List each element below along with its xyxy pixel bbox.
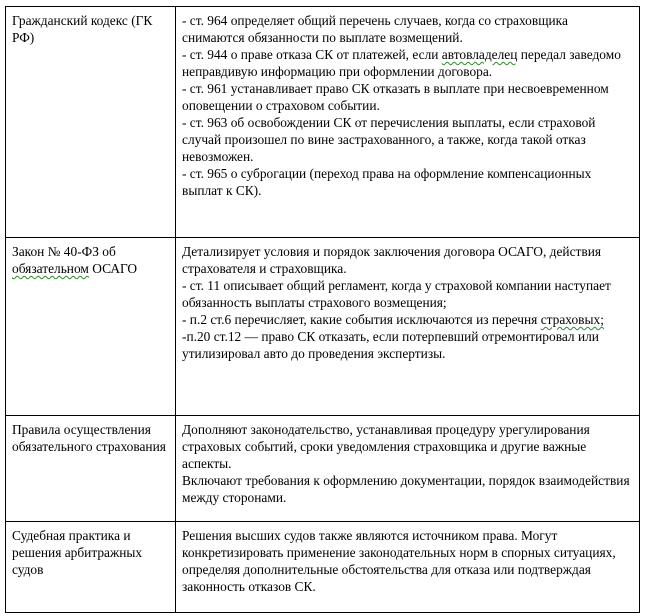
article-line: - ст. 965 о суброгации (переход права на оформление компенсационных выплат к СК).: [182, 166, 592, 198]
article-line: Детализирует условия и порядок заключения договора ОСАГО, действия страхователя и страховщика.: [182, 244, 602, 276]
source-cell: [6, 416, 176, 522]
legal-sources-table: [5, 6, 640, 613]
source-name: Правила осуществления обязательного страхования: [12, 422, 166, 454]
source-cell: [6, 238, 176, 416]
source-name: Гражданский кодекс (ГК РФ): [12, 13, 153, 45]
article-line: [182, 311, 633, 328]
article-text: - п.2 ст.6 перечисляет, какие события исключаются из перечня: [182, 312, 541, 327]
article-line: Решения высших судов также являются источником права. Могут конкретизировать применение законодательных норм в спорных ситуациях, определяя дополнительные обстоятельства для отказа или подтверждая законность отказов СК.: [182, 528, 616, 594]
table-row: [6, 7, 640, 238]
article-line: -п.20 ст.12 — право СК отказать, если потерпевший отремонтировал или утилизировал авто до проведения экспертизы.: [182, 329, 599, 361]
description-cell: [176, 522, 640, 613]
article-line: [182, 46, 633, 80]
article-line: Включают требования к оформлению документации, порядок взаимодействия между сторонами.: [182, 473, 630, 505]
article-line: - ст. 963 об освобождении СК от перечисления выплаты, если страховой случай произошел по вине застрахованного, а также, когда такой отказ невозможен.: [182, 115, 596, 164]
article-line: - ст. 961 устанавливает право СК отказать в выплате при несвоевременном оповещении о страховом событии.: [182, 81, 609, 113]
description-cell: [176, 7, 640, 238]
article-line: - ст. 11 описывает общий регламент, когда у страховой компании наступает обязанность выплаты страхового возмещения;: [182, 278, 611, 310]
article-line: Дополняют законодательство, устанавливая процедуру урегулирования страховых событий, сроки уведомления страховщика и другие важные аспекты.: [182, 422, 590, 471]
description-cell: [176, 416, 640, 522]
source-text: ОСАГО: [88, 261, 138, 276]
source-text: Закон № 40-ФЗ об: [12, 244, 116, 259]
source-name: Судебная практика и решения арбитражных судов: [12, 528, 143, 577]
article-text: - ст. 944 о праве отказа СК от платежей, если: [182, 47, 442, 62]
source-cell: [6, 522, 176, 613]
source-name: [12, 243, 169, 277]
article-text: передал заведомо неправдивую информацию при оформлении договора.: [182, 47, 621, 79]
table-row: [6, 522, 640, 613]
spellcheck-marked-word: обязательном: [12, 261, 89, 276]
table-row: [6, 238, 640, 416]
table-row: [6, 416, 640, 522]
spellcheck-marked-word: страховых;: [540, 312, 604, 327]
spellcheck-marked-word: автовладелец: [441, 47, 518, 62]
source-cell: [6, 7, 176, 238]
article-line: - ст. 964 определяет общий перечень случаев, когда со страховщика снимаются обязанности по выплате возмещений.: [182, 13, 568, 45]
description-cell: [176, 238, 640, 416]
